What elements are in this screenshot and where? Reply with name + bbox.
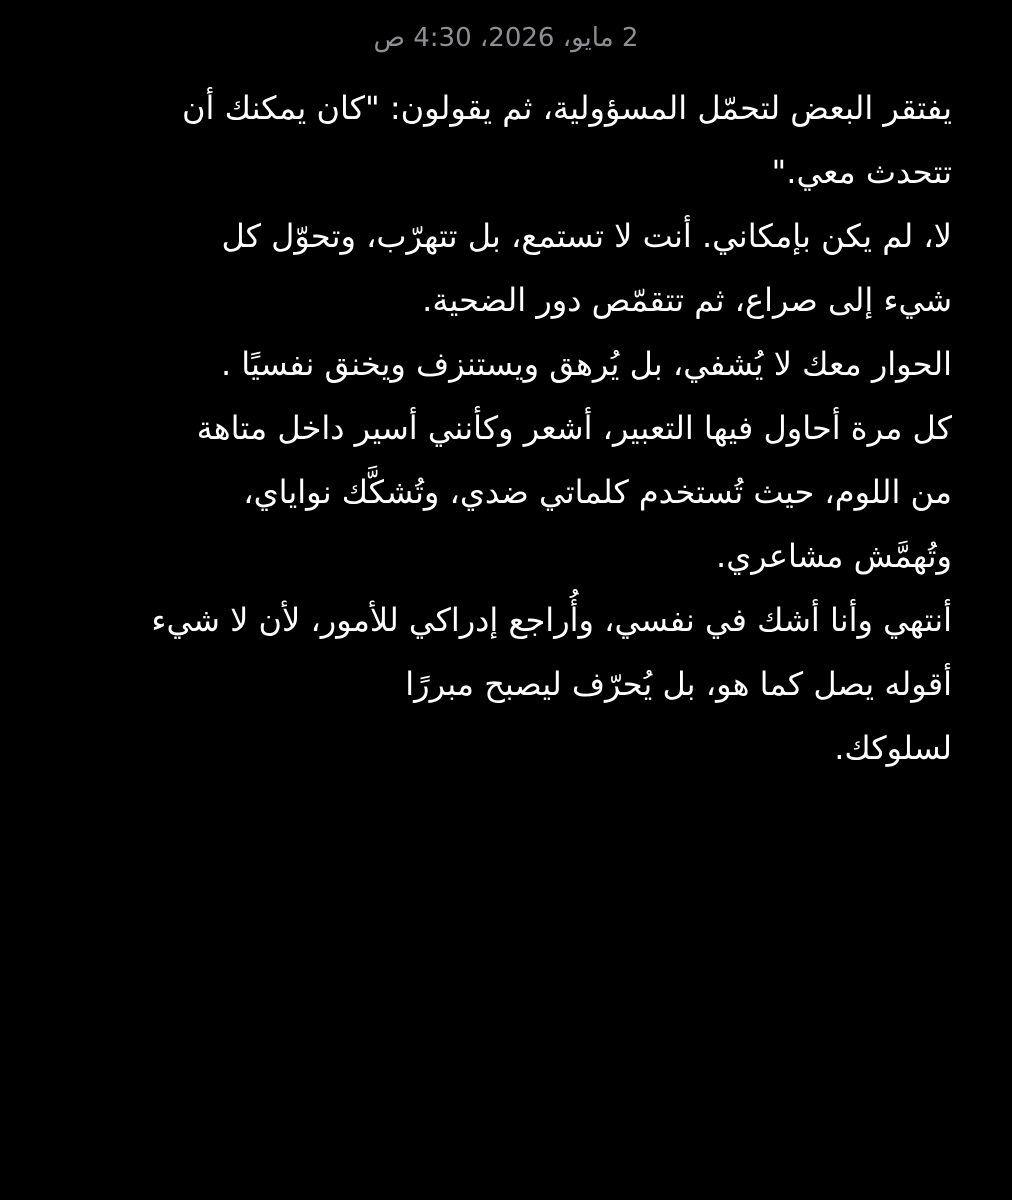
note-line: يفتقر البعض لتحمّل المسؤولية، ثم يقولون: "كان يمكنك أن [182,89,952,127]
note-line: أنتهي وأنا أشك في نفسي، وأُراجع إدراكي للأمور، لأن لا شيء [151,601,952,639]
note-line: أقوله يصل كما هو، بل يُحرّف ليصبح مبررًا [405,665,952,703]
note-line: لا، لم يكن بإمكاني. أنت لا تستمع، بل تتهرّب، وتحوّل كل [221,217,952,255]
note-line: وتُهمَّش مشاعري. [716,537,952,575]
note-line: شيء إلى صراع، ثم تتقمّص دور الضحية. [422,281,952,319]
note-timestamp: 2 مايو، 2026، 4:30 ص [373,23,639,53]
note-line: الحوار معك لا يُشفي، بل يُرهق ويستنزف ويخنق نفسيًا . [220,345,952,383]
note-line: من اللوم، حيث تُستخدم كلماتي ضدي، وتُشكَّك نواياي، [243,473,952,511]
note-line: كل مرة أحاول فيها التعبير، أشعر وكأنني أسير داخل متاهة [196,409,952,447]
note-line: لسلوكك. [834,729,952,767]
note-body-text[interactable] [60,76,952,780]
note-line: تتحدث معي." [771,153,952,191]
